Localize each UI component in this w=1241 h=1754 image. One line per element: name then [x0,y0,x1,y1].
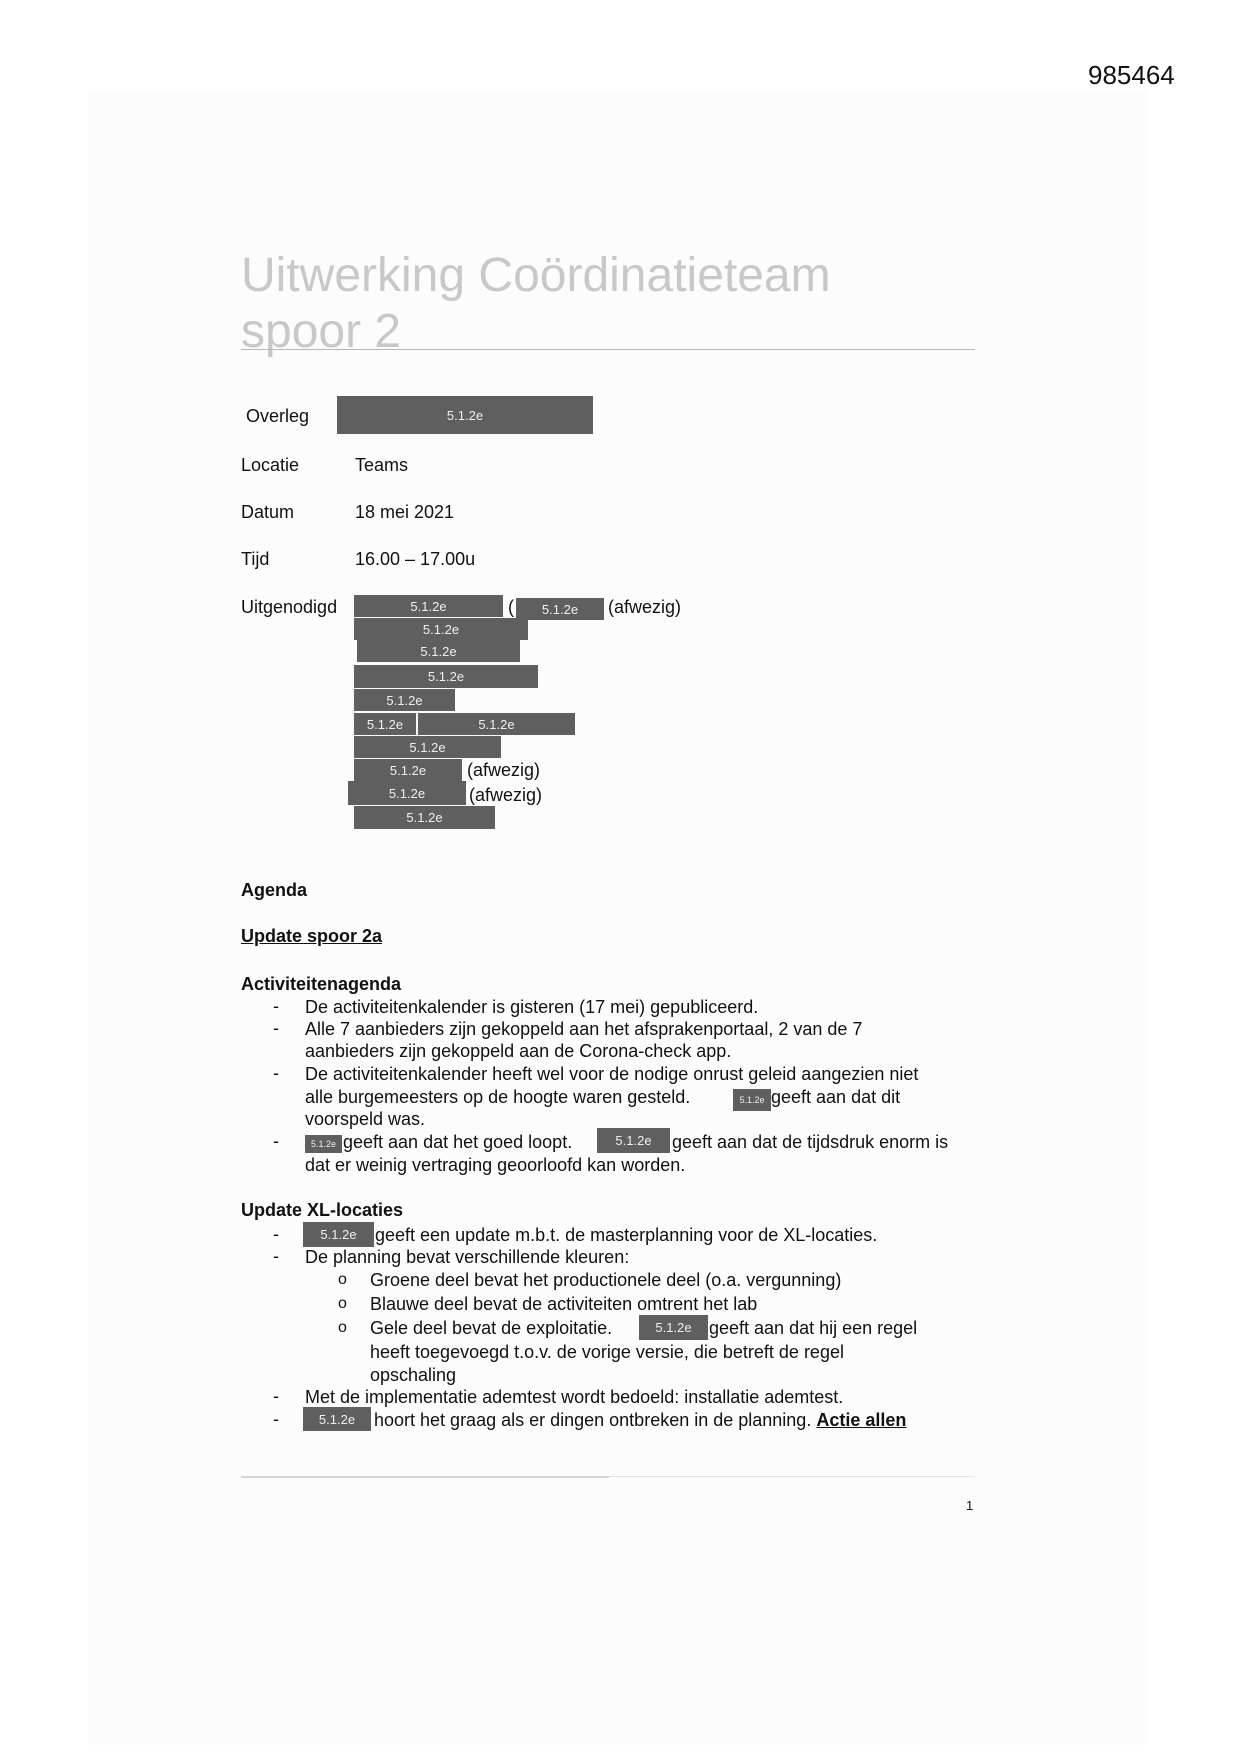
redaction-box: 5.1.2e [354,595,503,617]
datum-label: Datum [241,502,295,522]
redaction-box: 5.1.2e [354,689,455,711]
title-line-1: Uitwerking Coördinatieteam [241,249,831,302]
list-item-text: aanbieders zijn gekoppeld aan de Corona-check app. [305,1041,732,1061]
footer-divider [609,1476,975,1477]
list-dash: - [273,1018,279,1038]
locatie-value: Teams [355,455,409,475]
sublist-bullet: o [338,1271,347,1288]
sublist-item-text: geeft aan dat hij een regel [709,1318,918,1338]
open-paren: ( [508,597,514,617]
list-item-text: geeft een update m.b.t. de masterplanning voor de XL-locaties. [375,1225,878,1245]
afwezig-note: (afwezig) [467,760,541,780]
list-item-text: Alle 7 aanbieders zijn gekoppeld aan het afsprakenportaal, 2 van de 7 [305,1019,863,1039]
list-item-text: alle burgemeesters op de hoogte waren gesteld. [305,1087,691,1107]
list-item-text-span: hoort het graag als er dingen ontbreken in de planning. [374,1410,812,1430]
list-item-text: geeft aan dat dit [771,1087,901,1107]
sublist-item-text: Blauwe deel bevat de activiteiten omtrent het lab [370,1294,758,1314]
activiteitenagenda-heading: Activiteitenagenda [241,974,402,994]
xl-locaties-heading: Update XL-locaties [241,1200,404,1220]
list-dash: - [273,1063,279,1083]
afwezig-note: (afwezig) [469,785,543,805]
redaction-box: 5.1.2e [354,806,495,829]
title-divider [241,349,975,350]
sublist-item-text: Gele deel bevat de exploitatie. [370,1318,613,1338]
redaction-box: 5.1.2e [357,640,520,662]
locatie-label: Locatie [241,455,300,475]
list-dash: - [273,996,279,1016]
list-dash: - [273,1131,279,1151]
redaction-box: 5.1.2e [303,1222,374,1247]
sublist-bullet: o [338,1319,347,1336]
redaction-box: 5.1.2e [354,618,528,640]
afwezig-note: (afwezig) [608,597,682,617]
tijd-label: Tijd [241,549,270,569]
redaction-box: 5.1.2e [597,1128,670,1153]
datum-value: 18 mei 2021 [355,502,455,522]
redaction-box: 5.1.2e [354,759,462,781]
sublist-bullet: o [338,1295,347,1312]
redaction-box: 5.1.2e [337,396,593,434]
redaction-box: 5.1.2e [354,736,501,758]
sublist-item-text: opschaling [370,1365,457,1385]
redaction-box: 5.1.2e [348,781,466,805]
sublist-item-text: Groene deel bevat het productionele deel (o.a. vergunning) [370,1270,842,1290]
list-item-text: De planning bevat verschillende kleuren: [305,1247,630,1267]
list-item-text: geeft aan dat de tijdsdruk enorm is [672,1132,949,1152]
redaction-box: 5.1.2e [639,1315,708,1340]
overleg-label: Overleg [246,406,310,426]
list-dash: - [273,1224,279,1244]
redaction-box: 5.1.2e [516,598,604,620]
agenda-heading: Agenda [241,880,308,900]
action-label: Actie allen [816,1410,907,1430]
list-item-text: Met de implementatie ademtest wordt bedoeld: installatie ademtest. [305,1387,844,1407]
title-line-2: spoor 2 [241,305,402,358]
list-item-text: geeft aan dat het goed loopt. [343,1132,573,1152]
page-title [241,248,981,360]
page-number: 1 [966,1498,974,1513]
list-item-text: De activiteitenkalender is gisteren (17 mei) gepubliceerd. [305,997,759,1017]
redaction-box: 5.1.2e [418,713,575,735]
document-number: 985464 [1088,60,1175,90]
list-dash: - [273,1386,279,1406]
redaction-box: 5.1.2e [305,1135,342,1153]
redaction-box: 5.1.2e [733,1089,771,1111]
list-dash: - [273,1246,279,1266]
tijd-value: 16.00 – 17.00u [355,549,476,569]
list-item-text [374,1409,906,1431]
section-heading-spoor-2a: Update spoor 2a [241,926,383,946]
sublist-item-text: heeft toegevoegd t.o.v. de vorige versie, die betreft de regel [370,1342,844,1362]
footer-divider [241,1476,609,1478]
uitgenodigd-label: Uitgenodigd [241,597,338,617]
list-item-text: De activiteitenkalender heeft wel voor de nodige onrust geleid aangezien niet [305,1064,919,1084]
redaction-box: 5.1.2e [303,1407,371,1431]
list-dash: - [273,1409,279,1429]
redaction-box: 5.1.2e [354,713,416,735]
list-item-text: voorspeld was. [305,1109,426,1129]
redaction-box: 5.1.2e [354,665,538,688]
list-item-text: dat er weinig vertraging geoorloofd kan worden. [305,1155,686,1175]
